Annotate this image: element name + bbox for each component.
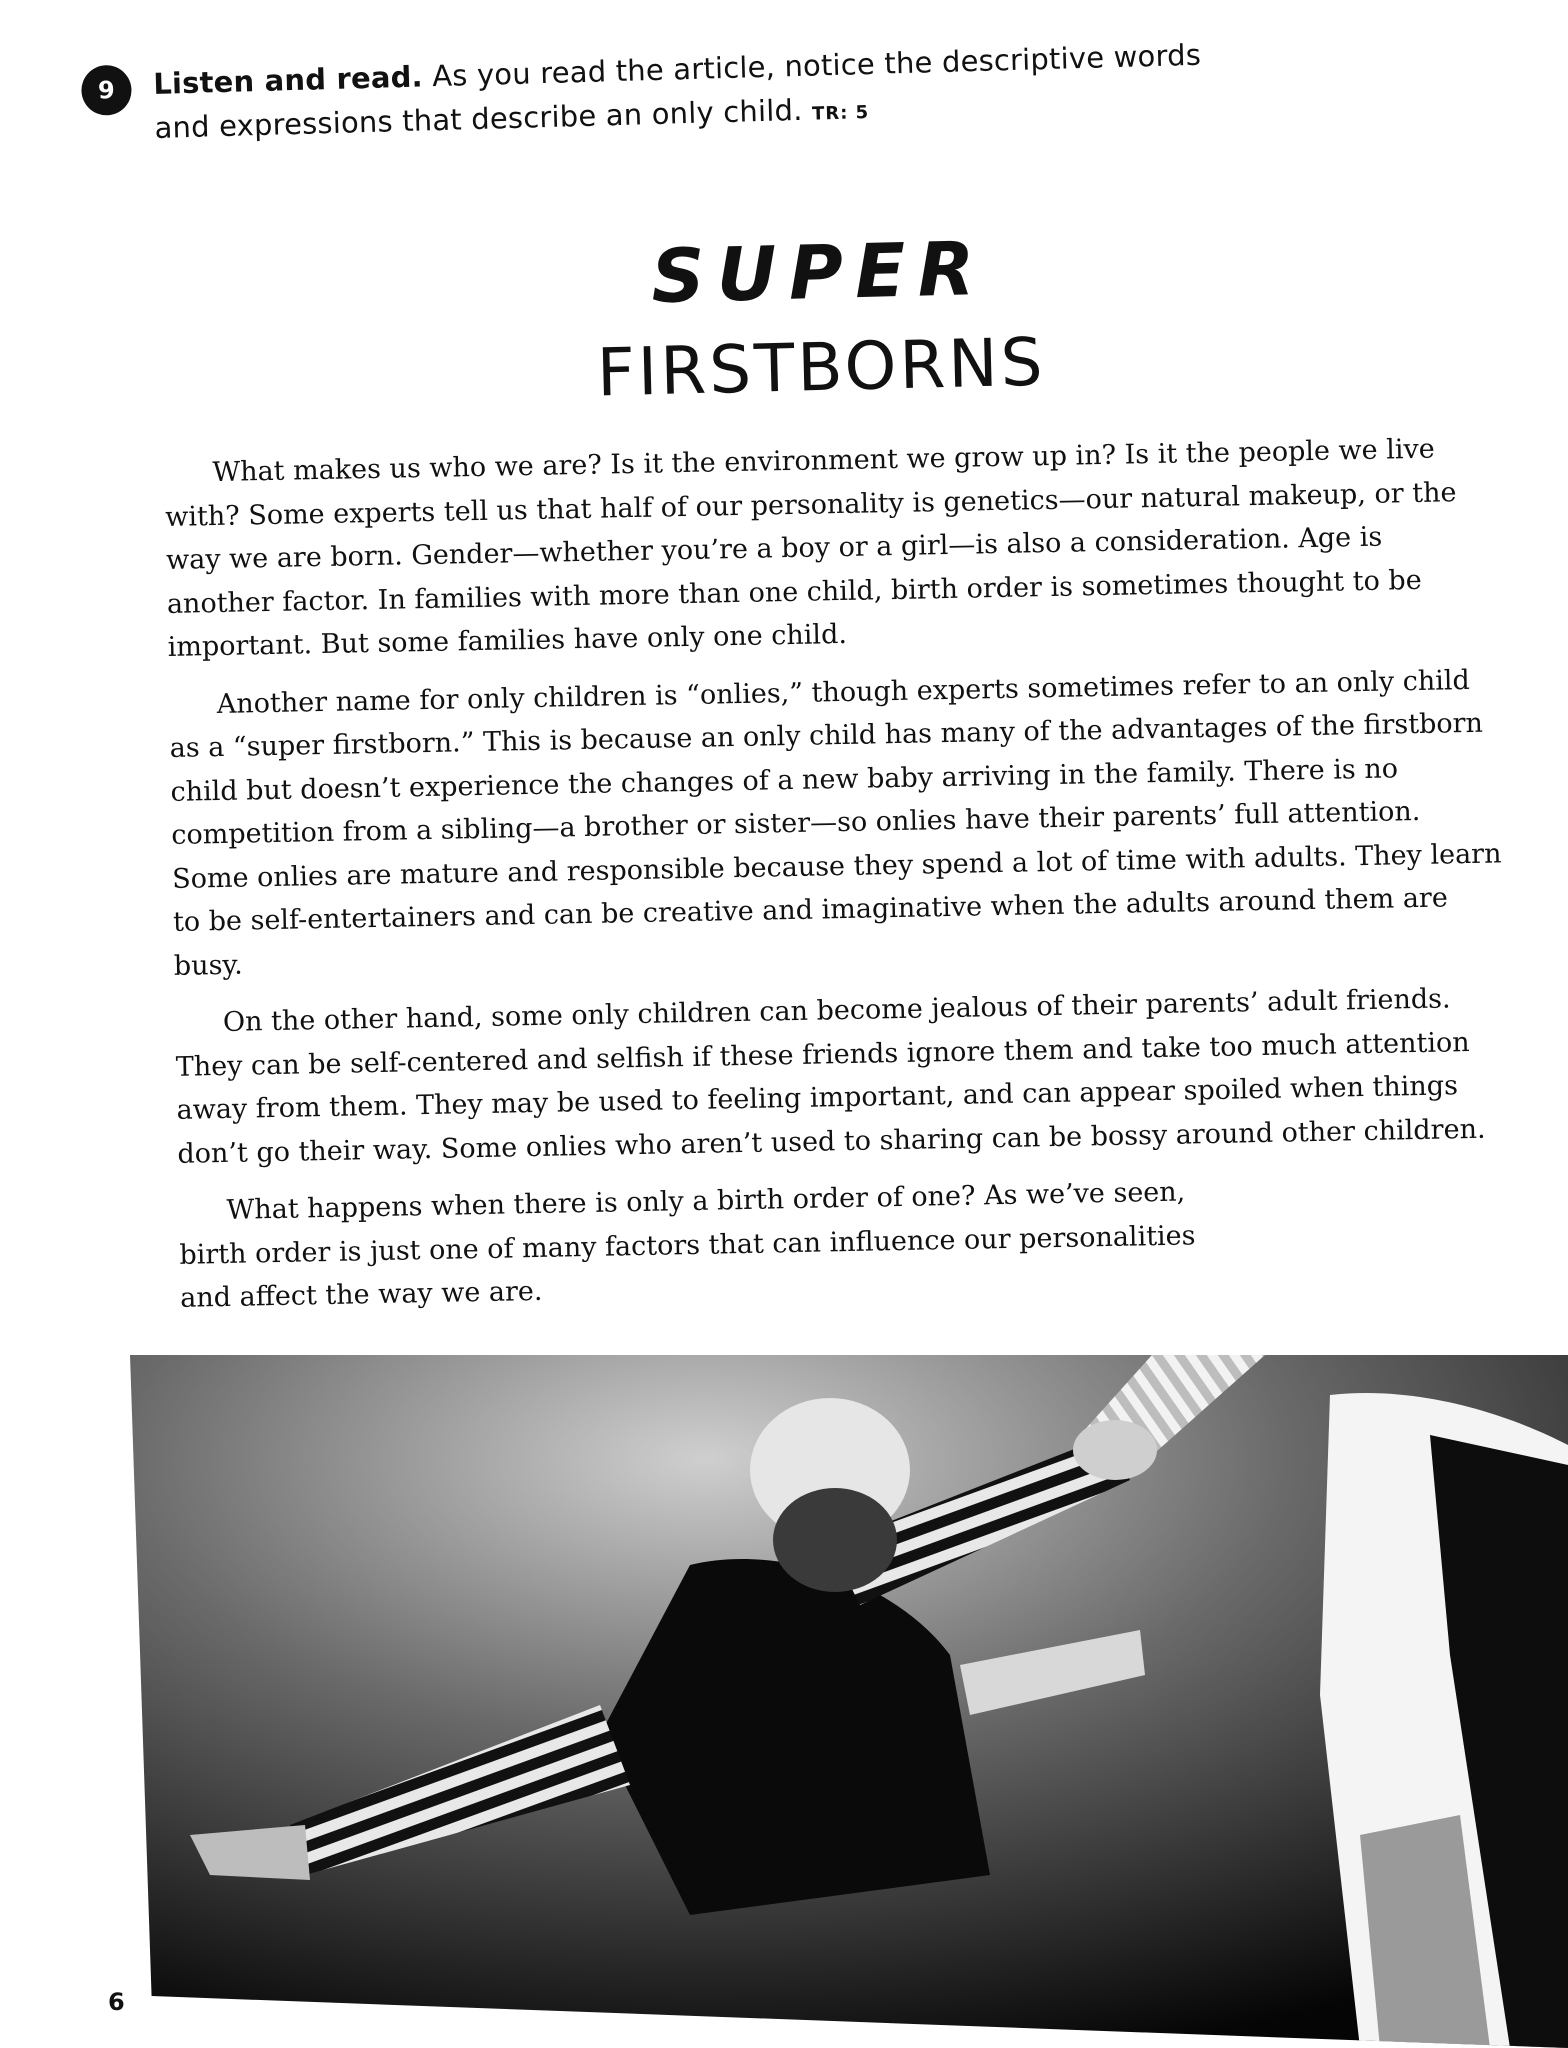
article-body [164, 426, 1511, 1334]
title-line-super: SUPER [650, 225, 988, 321]
instruction-lead: Listen and read. [152, 59, 424, 101]
article-title [538, 218, 1102, 418]
exercise-number-badge: 9 [81, 65, 132, 116]
instruction-text [153, 31, 1255, 155]
exercise-instruction [80, 5, 1260, 145]
article-photo [130, 1355, 1568, 2048]
audio-track-code: TR: 5 [811, 101, 870, 125]
article-paragraph-2: Another name for only children is “onlies,” though experts sometimes refer to an only child as a “super firstborn.” This is because an only child has many of the advantages of the firstborn child but doesn’t experience the changes of a new baby arriving in the family. There is no competition from a sibling—a brother or sister—so onlies have their parents’ full attention. Some onlies are mature and responsible because they spend a lot of time with adults. They learn to be self-entertainers and can be creative and imaginative when the adults around them are busy. [169, 664, 1502, 982]
article-paragraph-1: What makes us who we are? Is it the environment we grow up in? Is it the people we live with? Some experts tell us that half of our personality is genetics—our natural makeup, or the way we are born. Gender—whether you’re a boy or a girl—is also a consideration. Age is another factor. In families with more than one child, birth order is sometimes thought to be important. But some families have only one child. [164, 433, 1457, 663]
article-paragraph-3: On the other hand, some only children can become jealous of their parents’ adult friends. They can be self-centered and selfish if these friends ignore them and take too much attention away from them. They may be used to feeling important, and can appear spoiled when things don’t go their way. Some onlies who aren’t used to sharing can be bossy around other children. [175, 983, 1486, 1170]
title-line-firstborns: FIRSTBORNS [595, 323, 1047, 412]
photo-illustration [130, 1355, 1568, 2048]
instruction-body: As you read the article, notice the descriptive words and expressions that describe an only child. [154, 37, 1202, 145]
page-number: 6 [108, 1988, 125, 2016]
article-paragraph-4: What happens when there is only a birth order of one? As we’ve seen, birth order is just one of many factors that can influence our personalities and affect the way we are. [179, 1176, 1196, 1314]
